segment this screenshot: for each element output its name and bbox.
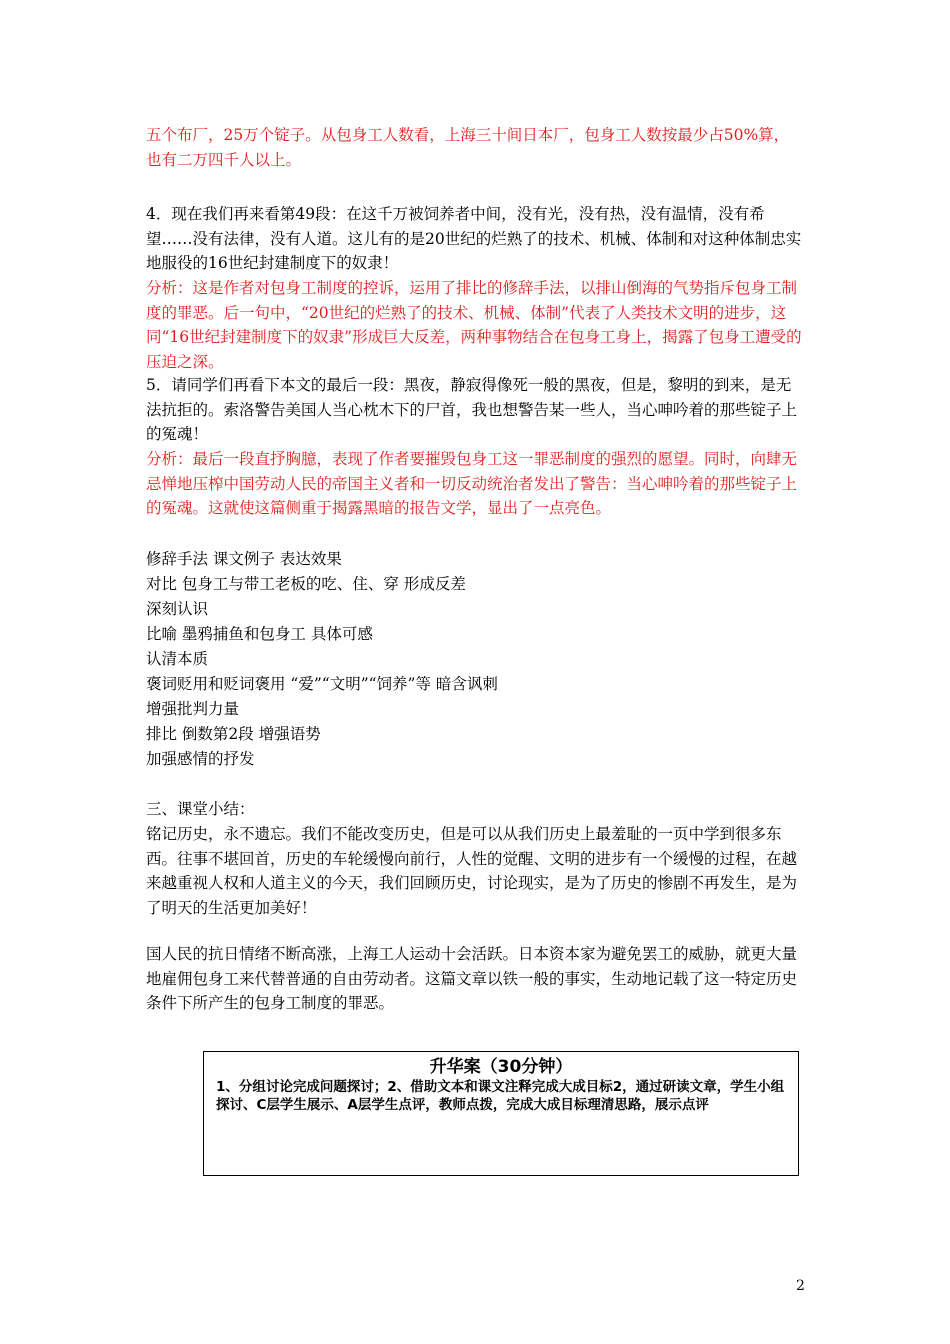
page-number: 2 — [796, 1278, 805, 1294]
rhetoric-row: 认清本质 — [146, 650, 209, 668]
rhetoric-row: 比喻 墨鸦捕鱼和包身工 具体可感 — [146, 625, 373, 643]
summary-text: 铭记历史，永不遗忘。我们不能改变历史，但是可以从我们历史上最羞耻的一页中学到很多东西。往事不堪回首，历史的车轮缓慢向前行，人性的觉醒、文明的进步有一个缓慢的过程，在越来越重视人权和人道主义的今天，我们回顾历史，讨论现实，是为了历史的惨剧不再发生，是为了明天的生活更加美好！ — [146, 825, 798, 917]
intro-red-line-2: 也有二万四千人以上。 — [146, 151, 302, 169]
sublimation-box — [203, 1051, 799, 1176]
background-paragraph: 国人民的抗日情绪不断高涨，上海工人运动十会活跃。日本资本家为避免罢工的威胁，就更大量地雇佣包身工来代替普通的自由劳动者。这篇文章以铁一般的事实，生动地记载了这一特定历史条件下所产生的包身工制度的罪恶。 — [146, 945, 798, 1013]
box-title: 升华案（30分钟） — [429, 1057, 573, 1077]
item-4-analysis: 分析：这是作者对包身工制度的控诉，运用了排比的修辞手法，以排山倒海的气势指斥包身工制度的罪恶。后一句中，“20世纪的烂熟了的技术、机械、体制”代表了人类技术文明的进步，这同“16世纪封建制度下的奴隶”形成巨大反差，两种事物结合在包身工身上，揭露了包身工遭受的压迫之深。 — [146, 279, 802, 371]
rhetoric-row: 增强批判力量 — [146, 700, 240, 718]
item-5-analysis: 分析：最后一段直抒胸臆，表现了作者要摧毁包身工这一罪恶制度的强烈的愿望。同时，向肆无忌惮地压榨中国劳动人民的帝国主义者和一切反动统治者发出了警告：当心呻吟着的那些锭子上的冤魂。这就使这篇侧重于揭露黑暗的报告文学，显出了一点亮色。 — [146, 450, 798, 518]
rhetoric-row: 加强感情的抒发 — [146, 750, 255, 768]
intro-red-line-1: 五个布厂，25万个锭子。从包身工人数看，上海三十间日本厂，包身工人数按最少占50%算， — [146, 126, 790, 144]
rhetoric-header: 修辞手法 课文例子 表达效果 — [146, 550, 342, 568]
rhetoric-row: 排比 倒数第2段 增强语势 — [146, 725, 321, 743]
rhetoric-row: 褒词贬用和贬词褒用 “爱”“文明”“饲养”等 暗含讽刺 — [146, 675, 498, 693]
rhetoric-row: 对比 包身工与带工老板的吃、住、穿 形成反差 — [146, 575, 466, 593]
rhetoric-row: 深刻认识 — [146, 600, 209, 618]
item-4-text: 4．现在我们再来看第49段：在这千万被饲养者中间，没有光，没有热，没有温情，没有希望……没有法律，没有人道。这儿有的是20世纪的烂熟了的技术、机械、体制和对这种体制忠实地服役的16世纪封建制度下的奴隶！ — [146, 205, 802, 273]
box-body: 1、分组讨论完成问题探讨；2、借助文本和课文注释完成大成目标2，通过研读文章，学生小组探讨、C层学生展示、A层学生点评，教师点拨，完成大成目标理清思路，展示点评 — [216, 1079, 785, 1113]
summary-heading: 三、课堂小结： — [146, 800, 255, 818]
item-5-text: 5．请同学们再看下本文的最后一段：黑夜，静寂得像死一般的黑夜，但是，黎明的到来，是无法抗拒的。索洛警告美国人当心枕木下的尸首，我也想警告某一些人，当心呻吟着的那些锭子上的冤魂！ — [146, 376, 798, 444]
